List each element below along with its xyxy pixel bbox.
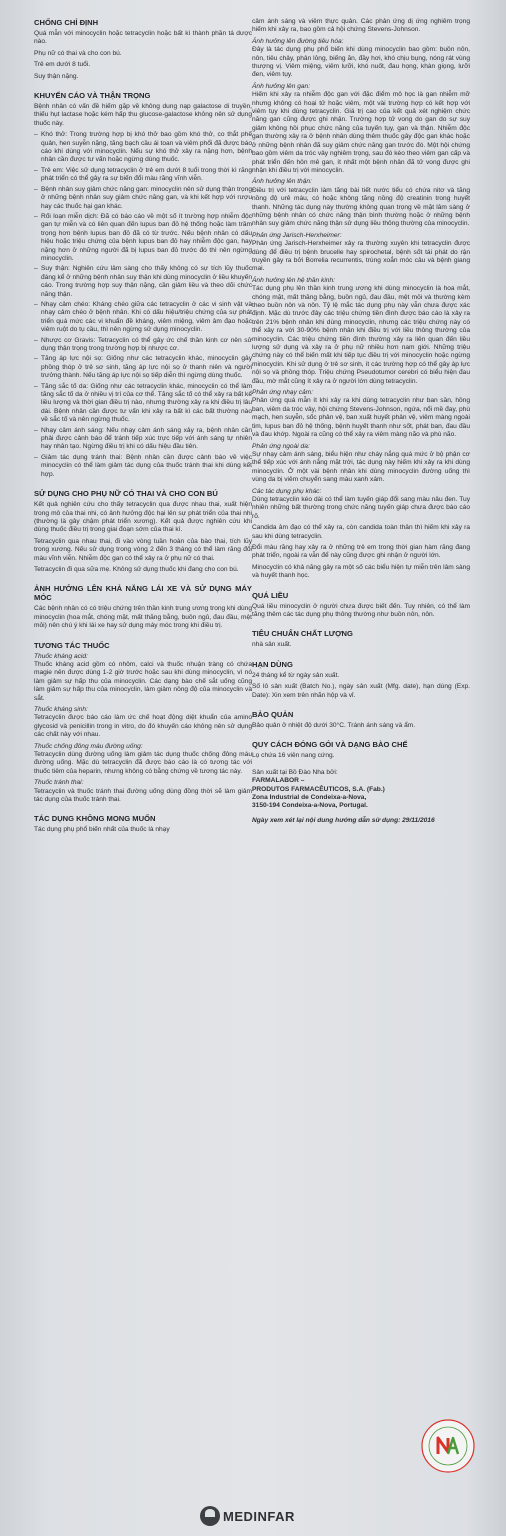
manufacturer-block (252, 769, 470, 825)
warning-item: – Tăng sắc tố da: Giống như các tetracyclin khác, minocyclin có thể làm tăng sắc tố da ở nhiều vị trí của cơ thể. Tăng sắc tố có thể xảy ra bất kể liều lượng và thời gian điều trị nào, nhưng thường xảy ra khi điều trị lâu dài. Bệnh nhân cần được tư vấn khi xảy ra bất kì các bất thường nào về sắc tố và nên ngừng thuốc. (34, 383, 252, 425)
overdose-title: QUÁ LIỀU (252, 590, 289, 600)
warning-item: – Suy thận: Nghiên cứu lâm sàng cho thấy không có sự tích lũy thuốc đáng kể ở những bệnh nhân suy thận khi dùng minocyclin ở liều khuyến cáo. Trong trường hợp suy thận nặng, cần giảm liều và theo dõi chức năng thận. (34, 265, 252, 299)
adverse-subtitle: Phản ứng Jarisch-Herxheimer: (252, 231, 342, 239)
manufacturer-intro: Sản xuất tại Bồ Đào Nha bởi: (252, 768, 338, 776)
pregnancy-paragraph: Tetracyclin đi qua sữa mẹ. Không sử dụng thuốc khi đang cho con bú. (34, 565, 239, 573)
expiry-line: Số lô sản xuất (Batch No.), ngày sản xuất (Mfg. date), hạn dùng (Exp. Date): Xin xem trên nhãn hộp và vỉ. (252, 683, 470, 699)
adverse-title: TÁC DỤNG KHÔNG MONG MUỐN (34, 814, 156, 824)
warning-item: – Trẻ em: Việc sử dụng tetracyclin ở trẻ em dưới 8 tuổi trong thời kì răng phát triển có thể gây ra sự biến đổi màu răng vĩnh viễn. (34, 167, 252, 184)
interaction-text: Tetracyclin được báo cáo làm ức chế hoạt động diệt khuẩn của amino glycosid và penicillin trong in vitro, do đó khuyến cáo không nên sử dụng các chất này với nhau. (34, 714, 252, 739)
contraindications-line: Trẻ em dưới 8 tuổi. (34, 61, 91, 69)
quality-text: nhà sản xuất. (252, 641, 292, 649)
overdose-text: Quá liều minocyclin ở người chưa được biết đến. Tuy nhiên, có thể làm tăng thêm các tác dụng phụ thông thường như buồn nôn, nôn. (252, 602, 470, 618)
adverse-subtitle: Các tác dụng phụ khác: (252, 487, 322, 495)
adverse-text: Tác dụng phụ phổ biến nhất của thuốc là nhạy (34, 826, 170, 834)
adverse-subtitle: Phản ứng ngoài da: (252, 442, 310, 450)
warning-item: – Rối loạn miễn dịch: Đã có báo cáo về một số ít trường hợp nhiễm độc gan tự miễn và có liên quan đến lupus ban đỏ hệ thống hoặc làm trầm trọng hơn bệnh lupus ban đỏ đã có từ trước. Nếu bệnh nhân có dấu hiệu hoặc triệu chứng của bệnh lupus ban đỏ hay nhiễm độc gan, hay nặng hơn ở những người đã bị lupus ban đỏ trước đó thì nên ngừng minocyclin. (34, 213, 252, 263)
adverse-continued: cảm ánh sáng và viêm thực quản. Các phản ứng dị ứng nghiêm trọng hiếm khi xảy ra, bao gồm cả hội chứng Stevens-Johnson. (252, 18, 470, 34)
adverse-group-text: Phản ứng quá mẫn ít khi xảy ra khi dùng tetracyclin như ban sần, hồng ban, viêm da tróc vảy, hội chứng Stevens-Johnson, ngứa, nổi mề đay, phù mạch, hen suyễn, sốc phản vệ, ban xuất huyết phản vệ, viêm màng ngoài tim, lupus ban đỏ hệ thống, bệnh huyết thanh như sốt, phát ban, đau đầu và đau khớp. Ngoài ra cũng có thể xảy ra viêm màng não và phù não. (252, 397, 470, 439)
contraindications-line: Quá mẫn với minocyclin hoặc tetracyclin hoặc bất kì thành phần tá dược nào. (34, 30, 252, 46)
manufacturer-name: PRODUTOS FARMACÊUTICOS, S.A. (Fab.) (252, 785, 385, 793)
interaction-subtitle: Thuốc kháng sinh: (34, 706, 88, 713)
adverse-subtitle: Phản ứng nhạy cảm: (252, 389, 313, 397)
driving-title: ẢNH HƯỞNG LÊN KHẢ NĂNG LÁI XE VÀ SỬ DỤNG MÁY MÓC (34, 584, 252, 603)
manufacturer-address: Zona Industrial de Condeixa-a-Nova, (252, 794, 367, 802)
warning-item: – Nhược cơ Gravis: Tetracyclin có thể gây ức chế thần kinh cơ nên sử dụng thận trọng trong trường hợp bị nhược cơ. (34, 337, 252, 354)
packing-text: Lọ chứa 16 viên nang cứng. (252, 752, 335, 760)
warnings-list (34, 131, 252, 479)
interactions-title: TƯƠNG TÁC THUỐC (34, 640, 110, 650)
storage-title: BẢO QUẢN (252, 710, 294, 720)
adverse-group-text: Phản ứng Jarisch-Herxheimer xảy ra thường xuyên khi tetracyclin được dùng để điều trị bệnh brucelle hay spirochetal, bệnh sốt tái phát do rận truyền gây ra bởi Borrelia recurrentis, trùng xoắn móc câu và bệnh giang mai. (252, 240, 470, 273)
interaction-subtitle: Thuốc tránh thai: (34, 779, 84, 787)
warning-item: – Nhạy cảm chéo: Kháng chéo giữa các tetracyclin ở các vi sinh vật và nhạy cảm chéo ở bệnh nhân. Khi có dấu hiệu/triệu chứng của sự phát triển quá mức các vi khuẩn đề kháng, viêm miệng, viêm âm đạo hoặc viêm ruột do tụ cầu, thì nên ngừng sử dụng minocyclin. (34, 301, 252, 335)
adverse-subtitle: Ảnh hưởng lên hệ thần kinh: (252, 276, 335, 284)
interaction-subtitle: Thuốc kháng acid: (34, 652, 88, 660)
pregnancy-paragraph: Kết quả nghiên cứu cho thấy tetracyclin qua được nhau thai, xuất hiện trong mô của thai nhi, có ảnh hưởng độc hại lên sự phát triển của thai nhi (thường là gây chậm phát triển xương). Kết quả được nghiên cứu khi dùng thuốc điều trị trong giai đoạn sớm của thai kì. (34, 501, 252, 534)
medinfar-logo-icon (200, 1506, 220, 1526)
interaction-text: Tetracyclin và thuốc tránh thai đường uống dùng đồng thời sẽ làm giảm tác dụng của thuốc tránh thai. (34, 787, 252, 804)
driving-text: Các bệnh nhân có có triệu chứng trên thần kinh trung ương trong khi dùng minocyclin (hoa mắt, chóng mặt, mất thăng bằng, buồn ngủ, đau đầu, mệt mỏi) nên chú ý khi lái xe hay sử dụng máy móc trong khi điều trị. (34, 605, 252, 630)
adverse-group-text: Hiếm khi xảy ra nhiễm độc gan với đặc điểm mô học là gan nhiễm mỡ nhưng không có hoại tử hoặc viêm, một vài trường hợp có kết hợp với viêm tụy khi dùng tetracyclin. Giá trị cao của kết quả xét nghiệm chức năng gan cũng được ghi nhận. Trường hợp tử vong do gan do sự suy giảm không hồi phục chức năng của tuyến tụy, gan và thận. Nhiễm độc gan thường xảy ra ở bệnh nhân dùng thêm thuốc gây độc gan khác hoặc ở những bệnh nhân đã suy giảm chức năng gan trước đó. Một hội chứng bao gồm viêm da tróc vảy nghiêm trọng, sau đó kéo theo viêm gan cấp và phát triển đến hôn mê gan, ít nhất một bệnh nhân đã tử vong được ghi nhận khi điều trị với minocyclin. (252, 91, 470, 174)
adverse-subtitle: Ảnh hưởng lên thận: (252, 178, 312, 186)
pharmacy-stamp-logo (420, 1418, 476, 1474)
adverse-other-paragraph: Candida âm đạo có thể xảy ra, còn candida toàn thân thì hiếm khi xảy ra sau khi dùng tetracyclin. (252, 524, 470, 540)
adverse-group-text: Điều trị với tetracyclin làm tăng bài tiết nước tiểu có chứa nitơ và tăng nồng độ urê máu, có hoặc không tăng nồng độ creatinin trong huyết thanh. Những tác dụng này thường không quan trọng về mặt lâm sàng ở những bệnh nhân có chức năng thận bình thường hoặc ở những bệnh nhân suy giảm chức năng thận sử dụng liều thông thường của minocyclin. (252, 186, 470, 228)
medinfar-logo (200, 1505, 295, 1527)
interaction-text: Tetracyclin dùng đường uống làm giảm tác dụng thuốc chống đông máu đường uống. Mặc dù tetracyclin đã được báo cáo là có tương tác với thuốc tiêm của heparin, nhưng không có bằng chứng về tương tác này. (34, 751, 252, 775)
contraindications-line: Suy thận nặng. (34, 72, 79, 80)
storage-text: Bảo quản ở nhiệt độ dưới 30°C. Tránh ánh sáng và ẩm. (252, 722, 416, 730)
revision-date: Ngày xem xét lại nội dung hướng dẫn sử dụng: 29/11/2016 (252, 816, 435, 824)
warning-item: – Giảm tác dụng tránh thai: Bệnh nhân cần được cảnh báo về việc minocyclin có thể làm giảm tác dụng của thuốc tránh thai khi dùng kết hợp. (34, 454, 252, 479)
pregnancy-title: SỬ DỤNG CHO PHỤ NỮ CÓ THAI VÀ CHO CON BÚ (34, 489, 218, 499)
medinfar-logo-text: MEDINFAR (223, 1508, 295, 1524)
adverse-subtitle: Ảnh hưởng lên gan: (252, 82, 311, 90)
adverse-other-paragraph: Đổi màu răng hay xảy ra ở những trẻ em trong thời gian hàm răng đang phát triển, ngoài ra vẫn để này cũng được ghi nhận ở người lớn. (252, 543, 470, 560)
warning-item: – Bệnh nhân suy giảm chức năng gan: minocyclin nên sử dụng thận trọng ở những bệnh nhân suy giảm chức năng gan, và khi kết hợp với rượu hay các thuốc hại gan khác. (34, 186, 252, 211)
contraindications-line: Phụ nữ có thai và cho con bú. (34, 49, 122, 57)
right-column (252, 18, 470, 825)
warnings-intro: Bệnh nhân có vấn đề hiếm gặp về không dung nạp galactose di truyền, thiếu hụt lactase hoặc kém hấp thu glucose-galactose không nên sử dụng thuốc này. (34, 103, 252, 127)
packing-title: QUY CÁCH ĐÓNG GÓI VÀ DẠNG BÀO CHẾ (252, 740, 408, 750)
adverse-group-text: Đây là tác dụng phụ phổ biến khi dùng minocyclin bao gồm: buồn nôn, nôn, tiêu chảy, phân lỏng, biếng ăn, đầy hơi, khó chịu bụng, nóng rát vùng thượng vị. Viêm miệng, viêm lưỡi, khó nuốt, đau họng, khàn giọng, lưỡi đen, viêm tụy. (252, 46, 470, 79)
interaction-text: Thuốc kháng acid gồm có nhôm, calci và thuốc nhuận tràng có chứa magie nên được dùng 1-2 giờ trước hoặc sau khi dùng minocyclin, vì nó làm giảm sự hấp thu của minocyclin. Các dạng bào chế sắt uống cũng làm giảm sự hấp thu của minocyclin, làm giảm nồng độ của minocyclin và sắt. (34, 660, 252, 702)
manufacturer-name: FARMALABOR – (252, 777, 305, 785)
adverse-group-text: Tác dụng phụ lên thần kinh trung ương khi dùng minocyclin là hoa mắt, chóng mặt, mất thăng bằng, buồn ngủ, đau đầu, mệt mỏi và thường kèm theo buồn nôn và nôn. Tỷ lệ mắc tác dụng phụ này vẫn chưa được xác định. Mặc dù trước đây các triệu chứng tiền đình được báo cáo là xảy ra trên 21% bệnh nhân khi dùng minocyclin, nhưng các triệu chứng này có thể xảy ra với 30-90% bệnh nhân khi điều trị với liều thông thường của minocyclin. Các triệu chứng tiền đình thường xảy ra liên quan đến liều lượng sử dụng và xảy ra ở phụ nữ nhiều hơn nam giới. Những triệu chứng này có thể biến mất khi tiếp tục điều trị với minocyclin hoặc ngừng minocyclin. Khi sử dụng ở trẻ sơ sinh, ít các trường hợp có thể gây áp lực nội sọ và phồng thóp. Triệu chứng Pseudotumor cerebri có biểu hiện đau đầu, mờ mắt cũng ít xảy ra ở người lớn dùng tetracyclin. (252, 285, 470, 385)
adverse-subtitle: Ảnh hưởng lên đường tiêu hóa: (252, 37, 344, 45)
adverse-group-text: Dùng tetracyclin kéo dài có thể làm tuyến giáp đổi sang màu nâu đen. Tuy nhiên những bất thường trong chức năng tuyến giáp chưa được báo cáo rõ. (252, 495, 470, 520)
adverse-other-paragraph: Minocyclin có khả năng gây ra một số các biểu hiện tự miễn trên lâm sàng và huyết thanh học. (252, 563, 470, 580)
contraindications-title: CHỐNG CHỈ ĐỊNH (34, 18, 99, 27)
warning-item: – Tăng áp lực nội sọ: Giống như các tetracyclin khác, minocyclin gây phồng thóp ở trẻ sơ sinh, tăng áp lực nội sọ ở thanh niên và người trưởng thành. Nếu tăng áp lực nội sọ tiếp diễn thì ngừng dùng thuốc. (34, 355, 252, 380)
expiry-line: 24 tháng kể từ ngày sản xuất. (252, 671, 340, 679)
quality-title: TIÊU CHUẨN CHẤT LƯỢNG (252, 629, 353, 639)
expiry-title: HẠN DÙNG (252, 659, 293, 669)
pregnancy-paragraph: Tetracyclin qua nhau thai, đi vào vòng tuần hoàn của bào thai, tích lũy trong xương. Nếu sử dụng trong vòng 2 đến 3 tháng có thể làm răng đổi màu vĩnh viễn. Nhiễm độc gan có thể xảy ra ở phụ nữ có thai. (34, 537, 252, 562)
warnings-title: KHUYẾN CÁO VÀ THẬN TRỌNG (34, 91, 151, 101)
interaction-subtitle: Thuốc chống đông máu đường uống: (34, 742, 143, 750)
warning-item: – Khó thở: Trong trường hợp bị khó thở bao gồm khó thở, co thắt phế quản, hen suyễn nặng, tăng bạch cầu ái toan và viêm phổi đã được báo cáo khi dùng với minocyclin. Nếu sự khó thở xảy ra nặng hơn, bệnh nhân cần được tư vấn hoặc ngừng dùng thuốc. (34, 131, 252, 165)
manufacturer-address: 3150-194 Condeixa-a-Nova, Portugal. (252, 802, 368, 810)
adverse-group-text: Sự nhạy cảm ánh sáng, biểu hiện như cháy nắng quá mức ở bộ phận cơ thể tiếp xúc với ánh nắng mặt trời, tác dụng này hiếm khi xảy ra khi dùng minocyclin. Ở một vài bệnh nhân khi dùng minocyclin đường uống thì vùng da bị viêm chuyển sang màu xanh xám. (252, 450, 470, 484)
warning-item: – Nhạy cảm ánh sáng: Nếu nhạy cảm ánh sáng xảy ra, bệnh nhân cần phải được cảnh báo để tránh tiếp xúc trực tiếp với ánh sáng tự nhiên hay nhân tạo. Ngừng điều trị khi có dấu hiệu đầu tiên. (34, 427, 252, 452)
left-column (34, 18, 252, 838)
